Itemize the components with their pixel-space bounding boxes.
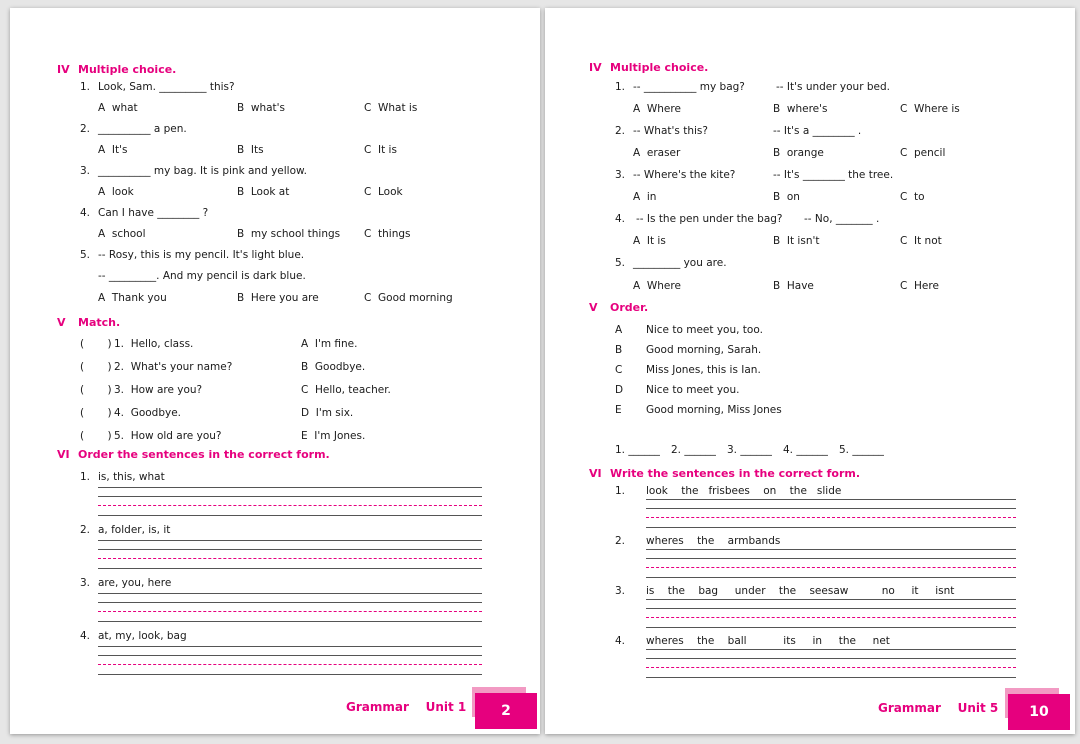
- option-c[interactable]: C What is: [364, 102, 418, 114]
- writing-line: [646, 549, 1016, 550]
- item-prompt: look the frisbees on the slide: [646, 485, 842, 497]
- item-prompt: wheres the ball its in the net: [646, 635, 890, 647]
- section-roman: IV: [589, 61, 602, 74]
- match-answer-paren[interactable]: ( ): [80, 407, 112, 419]
- option-b[interactable]: B orange: [773, 147, 824, 159]
- writing-line: [646, 677, 1016, 678]
- option-b[interactable]: B It isn't: [773, 235, 820, 247]
- item-number: 3.: [80, 577, 91, 589]
- question-number: 5.: [80, 249, 91, 261]
- option-b[interactable]: B where's: [773, 103, 828, 115]
- item-number: 2.: [80, 524, 91, 536]
- footer-unit-label: Grammar Unit 5: [878, 701, 999, 715]
- option-b[interactable]: B Look at: [237, 186, 290, 198]
- writing-line: [98, 621, 482, 622]
- footer-unit-label: Grammar Unit 1: [346, 700, 467, 714]
- option-b[interactable]: B Have: [773, 280, 814, 292]
- writing-guide-line: [98, 558, 482, 559]
- order-sentence: Nice to meet you.: [646, 384, 740, 396]
- writing-line: [98, 593, 482, 594]
- match-left: 4. Goodbye.: [114, 407, 182, 419]
- option-b[interactable]: B on: [773, 191, 800, 203]
- writing-line: [646, 599, 1016, 600]
- match-left: 1. Hello, class.: [114, 338, 194, 350]
- question-number: 2.: [80, 123, 91, 135]
- page-number: 2: [475, 693, 537, 729]
- item-number: 4.: [615, 635, 626, 647]
- option-c[interactable]: C It is: [364, 144, 397, 156]
- option-a[interactable]: A Where: [633, 103, 681, 115]
- question-number: 4.: [80, 207, 91, 219]
- order-answer-blank[interactable]: 1. ______: [615, 444, 660, 456]
- match-left: 2. What's your name?: [114, 361, 233, 373]
- writing-line: [98, 540, 482, 541]
- order-sentence: Good morning, Sarah.: [646, 344, 762, 356]
- question-text: Can I have ________ ?: [98, 207, 209, 219]
- question-number: 1.: [80, 81, 91, 93]
- question-text-line2: -- _________. And my pencil is dark blue.: [98, 270, 306, 282]
- writing-line: [646, 499, 1016, 500]
- writing-guide-line: [98, 611, 482, 612]
- item-number: 1.: [80, 471, 91, 483]
- question-prompt: -- __________ my bag?: [633, 81, 745, 93]
- writing-guide-line: [98, 664, 482, 665]
- writing-line: [98, 496, 482, 497]
- item-number: 1.: [615, 485, 626, 497]
- item-number: 2.: [615, 535, 626, 547]
- option-c[interactable]: C Where is: [900, 103, 960, 115]
- order-answer-blank[interactable]: 4. ______: [783, 444, 828, 456]
- order-letter: E: [615, 404, 622, 416]
- order-letter: B: [615, 344, 623, 356]
- match-left: 5. How old are you?: [114, 430, 222, 442]
- section-title: Order.: [610, 301, 649, 314]
- match-right: B Goodbye.: [301, 361, 366, 373]
- writing-line: [98, 674, 482, 675]
- writing-guide-line: [646, 667, 1016, 668]
- writing-line: [98, 646, 482, 647]
- match-right: D I'm six.: [301, 407, 354, 419]
- writing-line: [646, 577, 1016, 578]
- section-roman: VI: [57, 448, 70, 461]
- question-number: 3.: [615, 169, 626, 181]
- writing-line: [646, 608, 1016, 609]
- writing-line: [646, 558, 1016, 559]
- option-b[interactable]: B Here you are: [237, 292, 319, 304]
- section-title: Multiple choice.: [610, 61, 709, 74]
- order-sentence: Nice to meet you, too.: [646, 324, 763, 336]
- writing-line: [646, 658, 1016, 659]
- question-number: 5.: [615, 257, 626, 269]
- question-response: -- It's a ________ .: [773, 125, 862, 137]
- option-c[interactable]: C Good morning: [364, 292, 453, 304]
- item-number: 4.: [80, 630, 91, 642]
- question-response: -- It's ________ the tree.: [773, 169, 894, 181]
- writing-line: [646, 627, 1016, 628]
- item-number: 3.: [615, 585, 626, 597]
- writing-guide-line: [646, 567, 1016, 568]
- page-number: 10: [1008, 694, 1070, 730]
- section-title: Write the sentences in the correct form.: [610, 467, 861, 480]
- section-roman: VI: [589, 467, 602, 480]
- order-answer-blank[interactable]: 3. ______: [727, 444, 772, 456]
- writing-guide-line: [646, 617, 1016, 618]
- option-c[interactable]: C Look: [364, 186, 403, 198]
- writing-line: [646, 508, 1016, 509]
- writing-guide-line: [98, 505, 482, 506]
- question-number: 1.: [615, 81, 626, 93]
- question-response: -- It's under your bed.: [776, 81, 890, 93]
- question-prompt: -- What's this?: [633, 125, 708, 137]
- option-b[interactable]: B what's: [237, 102, 286, 114]
- item-prompt: a, folder, is, it: [98, 524, 171, 536]
- worksheet-page-10: [545, 8, 1075, 734]
- writing-line: [646, 527, 1016, 528]
- option-a[interactable]: A school: [98, 228, 146, 240]
- question-number: 3.: [80, 165, 91, 177]
- writing-line: [98, 568, 482, 569]
- writing-line: [98, 549, 482, 550]
- section-roman: V: [589, 301, 598, 314]
- option-c[interactable]: C things: [364, 228, 411, 240]
- option-a[interactable]: A what: [98, 102, 138, 114]
- option-a[interactable]: A It's: [98, 144, 128, 156]
- question-text: __________ a pen.: [98, 123, 187, 135]
- question-response: -- No, _______ .: [804, 213, 880, 225]
- match-right: A I'm fine.: [301, 338, 358, 350]
- match-answer-paren[interactable]: ( ): [80, 361, 112, 373]
- option-b[interactable]: B my school things: [237, 228, 341, 240]
- match-right: C Hello, teacher.: [301, 384, 391, 396]
- order-letter: A: [615, 324, 623, 336]
- match-right: E I'm Jones.: [301, 430, 366, 442]
- writing-line: [98, 515, 482, 516]
- writing-guide-line: [646, 517, 1016, 518]
- item-prompt: wheres the armbands: [646, 535, 781, 547]
- section-title: Order the sentences in the correct form.: [78, 448, 330, 461]
- writing-line: [98, 602, 482, 603]
- item-prompt: is the bag under the seesaw no it isnt: [646, 585, 955, 597]
- order-sentence: Miss Jones, this is Ian.: [646, 364, 761, 376]
- section-roman: IV: [57, 63, 70, 76]
- question-text: __________ my bag. It is pink and yellow.: [98, 165, 307, 177]
- option-a[interactable]: A eraser: [633, 147, 681, 159]
- question-number: 2.: [615, 125, 626, 137]
- option-a[interactable]: A look: [98, 186, 134, 198]
- writing-line: [646, 649, 1016, 650]
- match-answer-paren[interactable]: ( ): [80, 384, 112, 396]
- option-c[interactable]: C Here: [900, 280, 939, 292]
- match-answer-paren[interactable]: ( ): [80, 338, 112, 350]
- match-answer-paren[interactable]: ( ): [80, 430, 112, 442]
- option-a[interactable]: A It is: [633, 235, 666, 247]
- match-left: 3. How are you?: [114, 384, 203, 396]
- order-answer-blank[interactable]: 2. ______: [671, 444, 716, 456]
- section-title: Multiple choice.: [78, 63, 177, 76]
- section-title: Match.: [78, 316, 121, 329]
- option-a[interactable]: A in: [633, 191, 657, 203]
- writing-line: [98, 655, 482, 656]
- item-prompt: at, my, look, bag: [98, 630, 187, 642]
- question-text: -- Rosy, this is my pencil. It's light blue.: [98, 249, 305, 261]
- option-c[interactable]: C It not: [900, 235, 942, 247]
- item-prompt: are, you, here: [98, 577, 172, 589]
- question-prompt: _________ you are.: [633, 257, 727, 269]
- worksheet-page-2: [10, 8, 540, 734]
- question-number: 4.: [615, 213, 626, 225]
- option-c[interactable]: C pencil: [900, 147, 946, 159]
- order-sentence: Good morning, Miss Jones: [646, 404, 782, 416]
- option-b[interactable]: B Its: [237, 144, 264, 156]
- section-roman: V: [57, 316, 66, 329]
- order-letter: C: [615, 364, 623, 376]
- order-letter: D: [615, 384, 624, 396]
- question-prompt: -- Where's the kite?: [633, 169, 736, 181]
- writing-line: [98, 487, 482, 488]
- item-prompt: is, this, what: [98, 471, 165, 483]
- option-c[interactable]: C to: [900, 191, 925, 203]
- option-a[interactable]: A Thank you: [98, 292, 167, 304]
- question-prompt: -- Is the pen under the bag?: [636, 213, 783, 225]
- order-answer-blank[interactable]: 5. ______: [839, 444, 884, 456]
- question-text: Look, Sam. _________ this?: [98, 81, 235, 93]
- option-a[interactable]: A Where: [633, 280, 681, 292]
